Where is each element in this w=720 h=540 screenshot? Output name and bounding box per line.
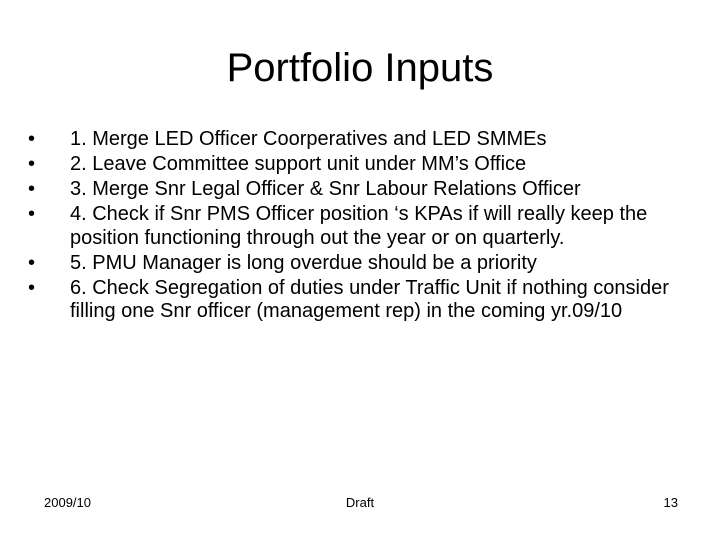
bullet-text: 2. Leave Committee support unit under MM’s Office: [70, 153, 527, 175]
bullet-marker: •: [28, 128, 36, 150]
bullet-list: [28, 128, 698, 325]
bullet-text: 5. PMU Manager is long overdue should be a priority: [70, 251, 537, 274]
bullet-text: 4. Check if Snr PMS Officer position ‘s KPAs if will really keep the position functioning through out the year or on quarterly.: [70, 203, 648, 249]
bullet-item-6: [28, 277, 698, 324]
bullet-marker: •: [28, 251, 36, 274]
footer-date: 2009/10: [44, 495, 91, 510]
footer-status: Draft: [345, 495, 375, 510]
bullet-item-2: [28, 153, 698, 177]
bullet-item-3: [28, 178, 698, 202]
bullet-text: 1. Merge LED Officer Coorperatives and LED SMMEs: [70, 128, 547, 150]
bullet-text: 3. Merge Snr Legal Officer & Snr Labour Relations Officer: [70, 178, 581, 200]
slide-title: Portfolio Inputs: [226, 46, 494, 90]
bullet-marker: •: [28, 178, 36, 200]
bullet-marker: •: [28, 276, 36, 299]
footer-page-number: 13: [663, 495, 678, 510]
bullet-marker: •: [28, 203, 36, 225]
bullet-item-5: [28, 252, 698, 276]
bullet-item-4: [28, 203, 698, 250]
bullet-text: 6. Check Segregation of duties under Traffic Unit if nothing consider filling one Snr officer (management rep) in the coming yr.09/10: [70, 276, 669, 322]
bullet-marker: •: [28, 153, 36, 175]
bullet-item-1: [28, 128, 698, 152]
